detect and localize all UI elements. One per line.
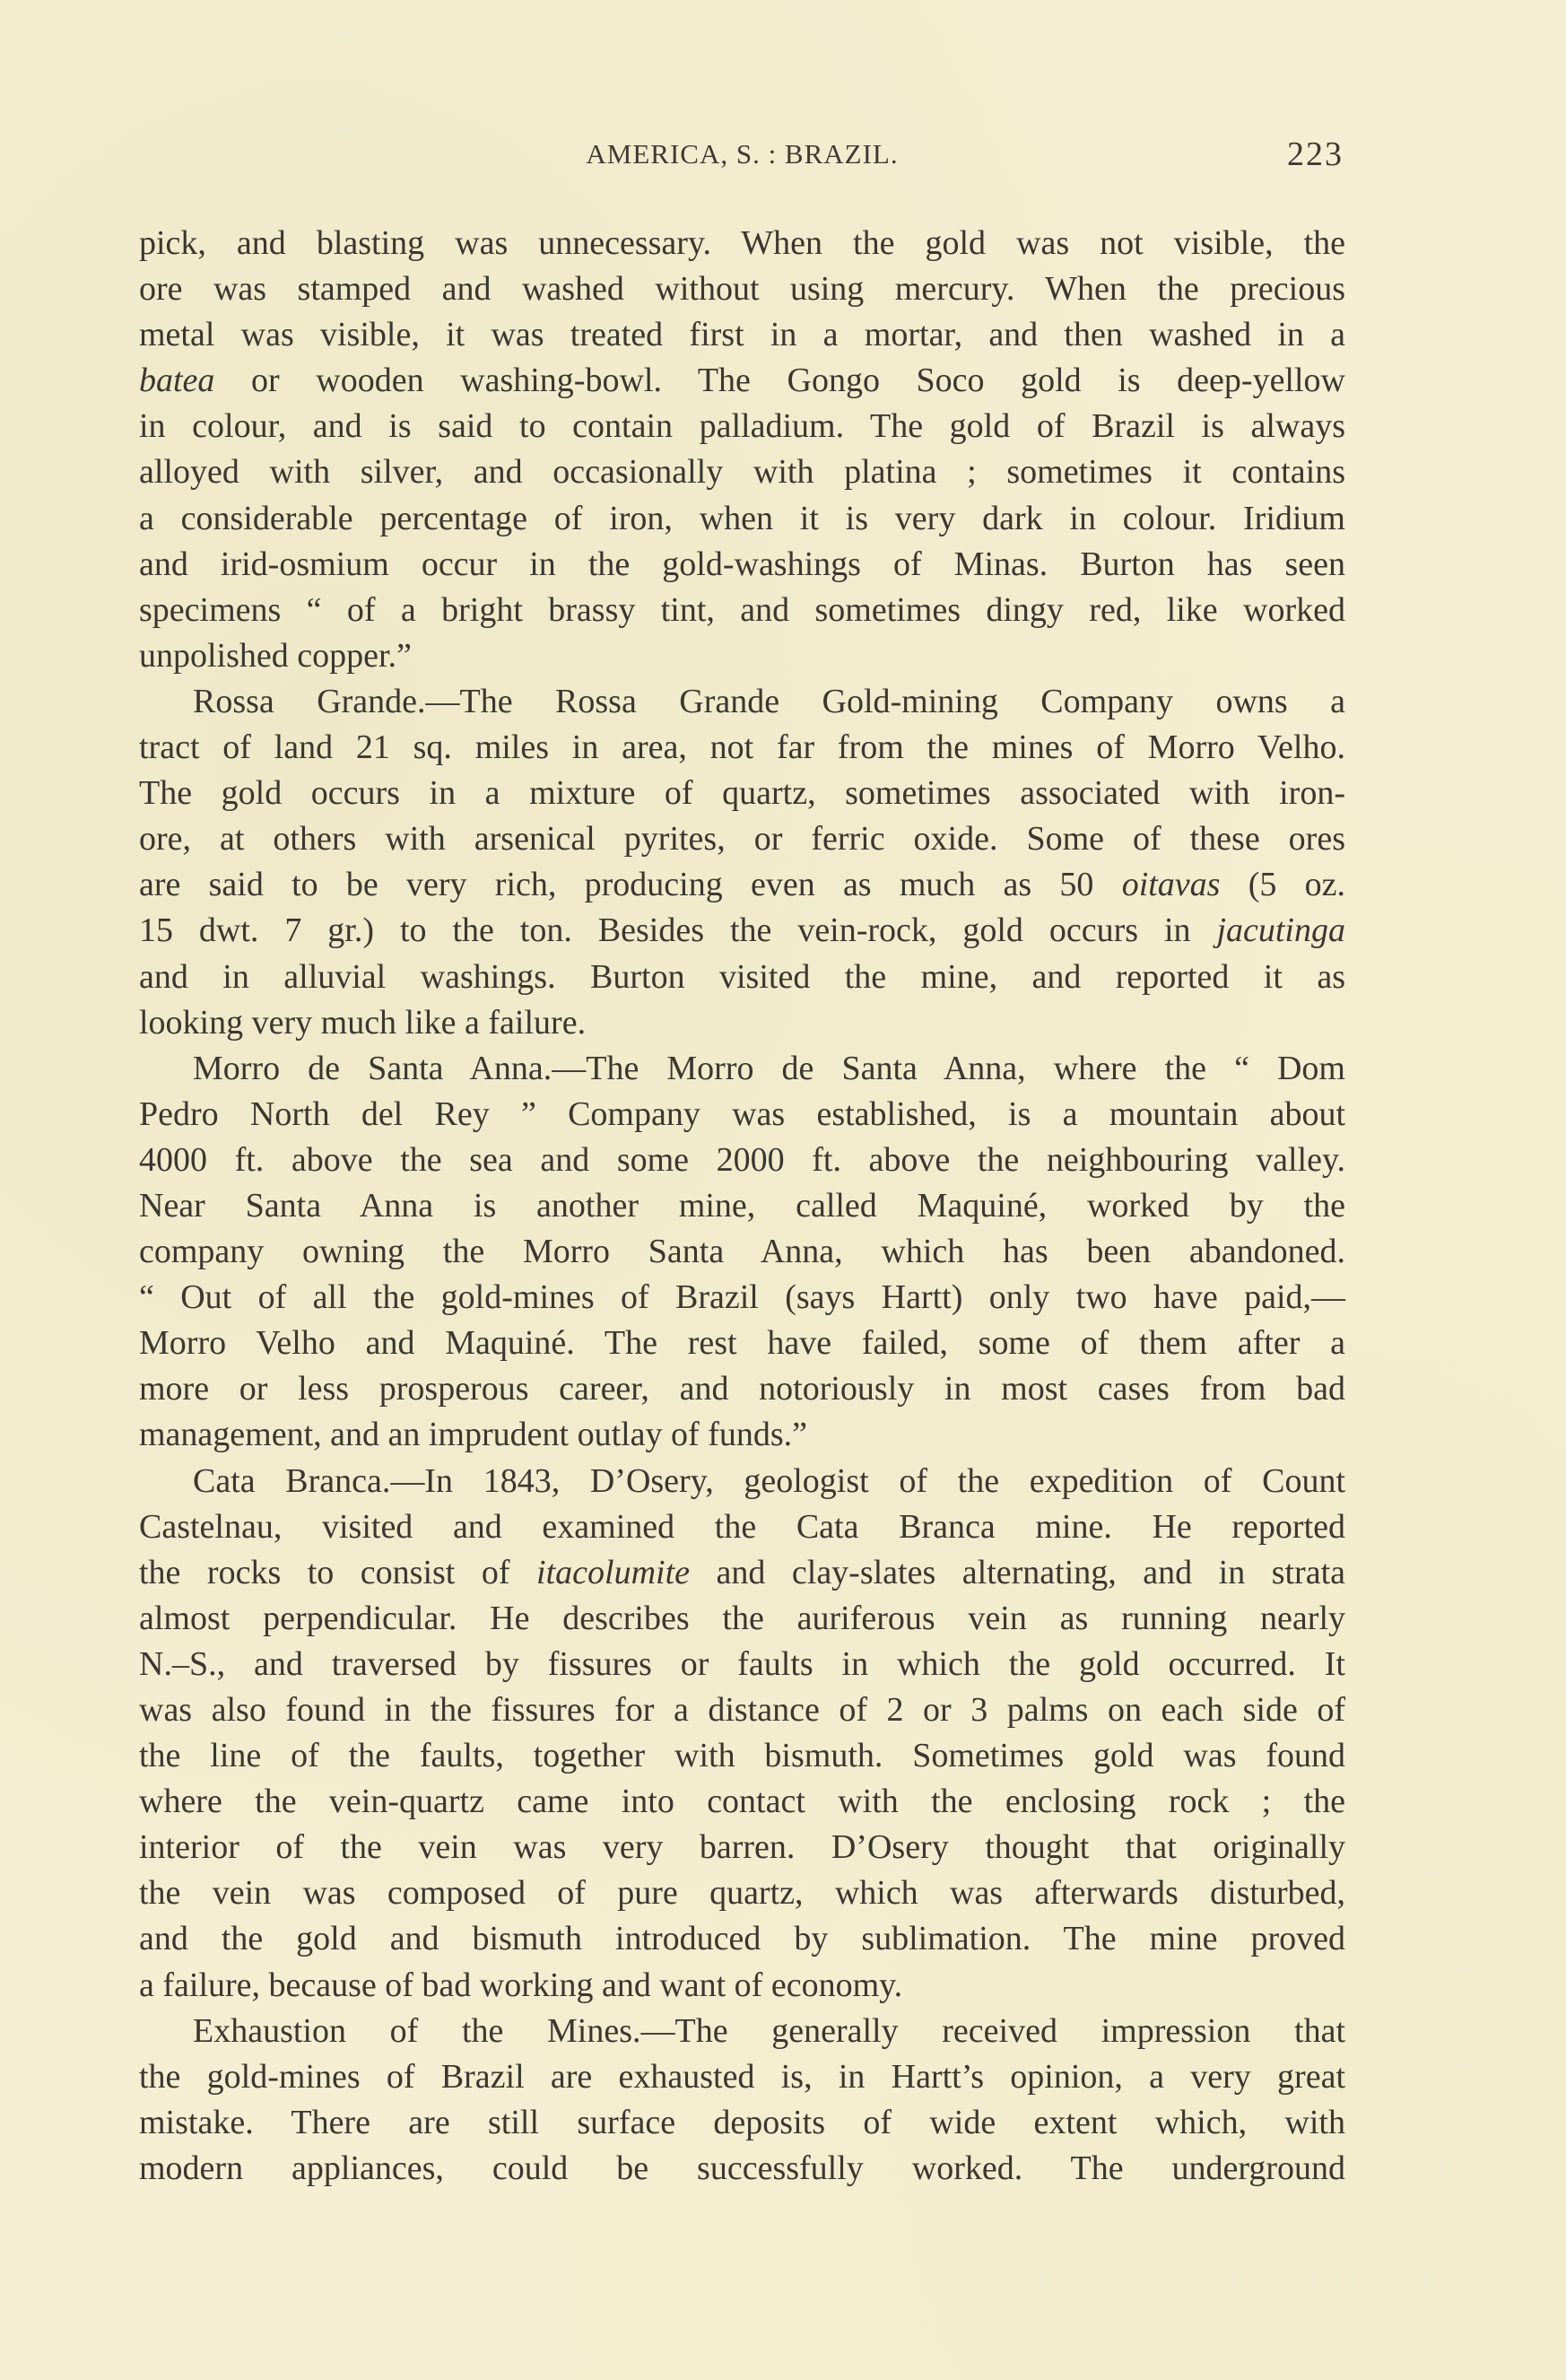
text-line: specimens “ of a bright brassy tint, and sometimes dingy red, like worked [139,590,1345,629]
text-line [139,862,1345,908]
italic-term: oitavas [1121,866,1221,904]
italic-term: jacutinga [1216,911,1345,950]
section-rossa-grande-line: Rossa Grande.—The Rossa Grande Gold-mining Company owns a [193,682,1345,720]
section-morro-de-santa-anna-line: Morro de Santa Anna.—The Morro de Santa Anna, where the “ Dom [193,1049,1345,1087]
text-line: Pedro North del Rey ” Company was established, is a mountain about [139,1094,1345,1133]
text-line: “ Out of all the gold-mines of Brazil (says Hartt) only two have paid,— [139,1278,1345,1317]
text-line: 4000 ft. above the sea and some 2000 ft. above the neighbouring valley. [139,1140,1345,1179]
text-line: company owning the Morro Santa Anna, which has been abandoned. [139,1233,1345,1271]
text-line: metal was visible, it was treated first in a mortar, and then washed in a [139,316,1345,354]
text-line: N.–S., and traversed by fissures or faults in which the gold occurred. It [139,1644,1345,1683]
text-span: and clay-slates alternating, and in strata [690,1553,1345,1591]
text-line: unpolished copper.” [139,636,412,675]
text-line: the line of the faults, together with bismuth. Sometimes gold was found [139,1737,1345,1775]
running-title: AMERICA, S. : BRAZIL. [586,138,899,170]
body-text [139,221,1345,2192]
text-line: The gold occurs in a mixture of quartz, sometimes associated with iron- [139,774,1345,813]
text-line: Near Santa Anna is another mine, called Maquiné, worked by the [139,1186,1345,1225]
page-number: 223 [1287,135,1344,173]
text-span: or wooden washing-bowl. The Gongo Soco gold is deep-yellow [214,362,1345,400]
text-line: a failure, because of bad working and want of economy. [139,1966,903,2004]
text-span: (5 oz. [1220,866,1345,904]
text-span: 15 dwt. 7 gr.) to the ton. Besides the vein-rock, gold occurs in [139,911,1217,950]
text-line: almost perpendicular. He describes the auriferous vein as running nearly [139,1599,1345,1637]
text-line: the vein was composed of pure quartz, which was afterwards disturbed, [139,1874,1345,1913]
running-head [139,135,1345,179]
text-line: was also found in the fissures for a distance of 2 or 3 palms on each side of [139,1691,1345,1729]
text-line [139,908,1345,954]
section-exhaustion-of-the-mines-line: Exhaustion of the Mines.—The generally received impression that [193,2011,1345,2050]
text-line: mistake. There are still surface deposits of wide extent which, with [139,2103,1345,2141]
text-line: where the vein-quartz came into contact with the enclosing rock ; the [139,1783,1345,1821]
text-span: are said to be very rich, producing even as much as 50 [139,866,1122,904]
italic-term: batea [139,362,215,400]
text-line [139,1550,1345,1596]
text-line: and irid-osmium occur in the gold-washings of Minas. Burton has seen [139,545,1345,583]
text-line: ore was stamped and washed without using mercury. When the precious [139,270,1345,309]
text-line: pick, and blasting was unnecessary. When the gold was not visible, the [139,224,1345,262]
text-line: and the gold and bismuth introduced by sublimation. The mine proved [139,1920,1345,1958]
text-line: ore, at others with arsenical pyrites, or ferric oxide. Some of these ores [139,820,1345,859]
text-line: looking very much like a failure. [139,1003,587,1042]
text-span: the rocks to consist of [139,1553,537,1591]
text-line: in colour, and is said to contain palladium. The gold of Brazil is always [139,407,1345,446]
section-cata-branca-line: Cata Branca.—In 1843, D’Osery, geologist of the expedition of Count [193,1461,1345,1500]
text-line: the gold-mines of Brazil are exhausted is, in Hartt’s opinion, a very great [139,2057,1345,2096]
text-line: alloyed with silver, and occasionally with platina ; sometimes it contains [139,453,1345,492]
text-line: interior of the vein was very barren. D’Osery thought that originally [139,1828,1345,1867]
text-line: modern appliances, could be successfully worked. The underground [139,2149,1345,2187]
text-line: tract of land 21 sq. miles in area, not far from the mines of Morro Velho. [139,728,1345,767]
text-line: more or less prosperous career, and notoriously in most cases from bad [139,1370,1345,1408]
text-line: a considerable percentage of iron, when it is very dark in colour. Iridium [139,499,1345,537]
text-line: Morro Velho and Maquiné. The rest have failed, some of them after a [139,1324,1345,1363]
text-line: management, and an imprudent outlay of funds.” [139,1416,808,1454]
italic-term: itacolumite [536,1553,691,1591]
text-line: Castelnau, visited and examined the Cata Branca mine. He reported [139,1507,1345,1546]
text-line: and in alluvial washings. Burton visited the mine, and reported it as [139,957,1345,996]
text-line [139,358,1345,404]
